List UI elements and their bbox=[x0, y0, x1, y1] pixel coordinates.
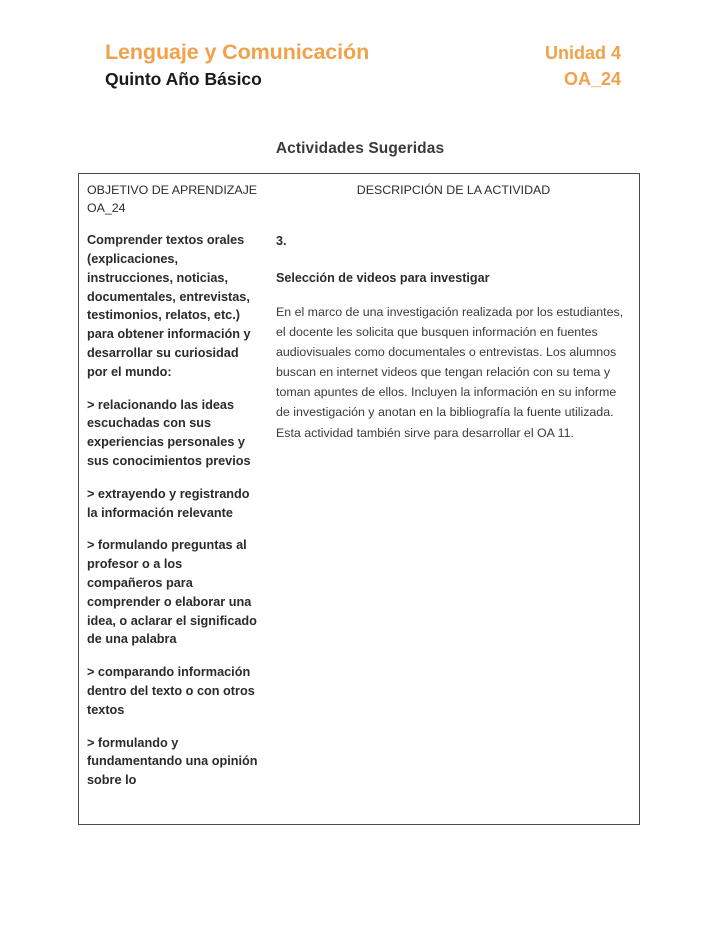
activities-table bbox=[79, 174, 640, 824]
table-cell-objective bbox=[79, 223, 266, 824]
header-top-row bbox=[105, 40, 621, 65]
grade-subtitle: Quinto Año Básico bbox=[105, 69, 262, 90]
document-header bbox=[105, 40, 621, 90]
subject-title: Lenguaje y Comunicación bbox=[105, 40, 370, 64]
table-header-cell-objective bbox=[79, 174, 266, 223]
table-cell-description bbox=[266, 223, 640, 824]
objective-content bbox=[79, 223, 266, 790]
objective-bullet-1: > relacionando las ideas escuchadas con sus experiencias personales y sus conocimientos previos bbox=[87, 397, 251, 468]
column-header-objective: OBJETIVO DE APRENDIZAJE OA_24 bbox=[87, 183, 258, 215]
table-row bbox=[79, 223, 640, 824]
objective-intro: Comprender textos orales (explicaciones, instrucciones, noticias, documentales, entrevistas, testimonios, relatos, etc.) para obtener información y desarrollar su curiosidad por el mundo: bbox=[87, 233, 251, 379]
table-header-cell-description bbox=[266, 174, 640, 223]
objective-bullet-3: > formulando preguntas al profesor o a los compañeros para comprender o elaborar una idea, o aclarar el significado de una palabra bbox=[87, 538, 257, 647]
activities-table-container bbox=[78, 173, 640, 825]
activity-content bbox=[266, 223, 640, 442]
objective-bullet-5: > formulando y fundamentando una opinión sobre lo bbox=[87, 735, 258, 788]
activity-number: 3. bbox=[276, 234, 287, 249]
header-bottom-row bbox=[105, 69, 621, 90]
objective-bullet-2: > extrayendo y registrando la información relevante bbox=[87, 486, 250, 520]
activity-subtitle: Selección de videos para investigar bbox=[276, 270, 490, 285]
column-header-description: DESCRIPCIÓN DE LA ACTIVIDAD bbox=[356, 183, 551, 197]
activity-body-text: En el marco de una investigación realizada por los estudiantes, el docente les solicita que busquen información en fuentes audiovisuales como documentales o entrevistas. Los alumnos buscan en internet videos que tengan relación con su tema y toman apuntes de ellos. Incluyen la información en su informe de investigación y anotan en la bibliografía la fuente utilizada. Esta actividad también sirve para desarrollar el OA 11. bbox=[276, 305, 624, 440]
oa-code-label: OA_24 bbox=[563, 69, 621, 90]
unit-label: Unidad 4 bbox=[544, 43, 621, 63]
objective-bullet-4: > comparando información dentro del texto o con otros textos bbox=[87, 665, 255, 717]
page-title: Actividades Sugeridas bbox=[275, 140, 445, 157]
table-header-row bbox=[79, 174, 640, 223]
